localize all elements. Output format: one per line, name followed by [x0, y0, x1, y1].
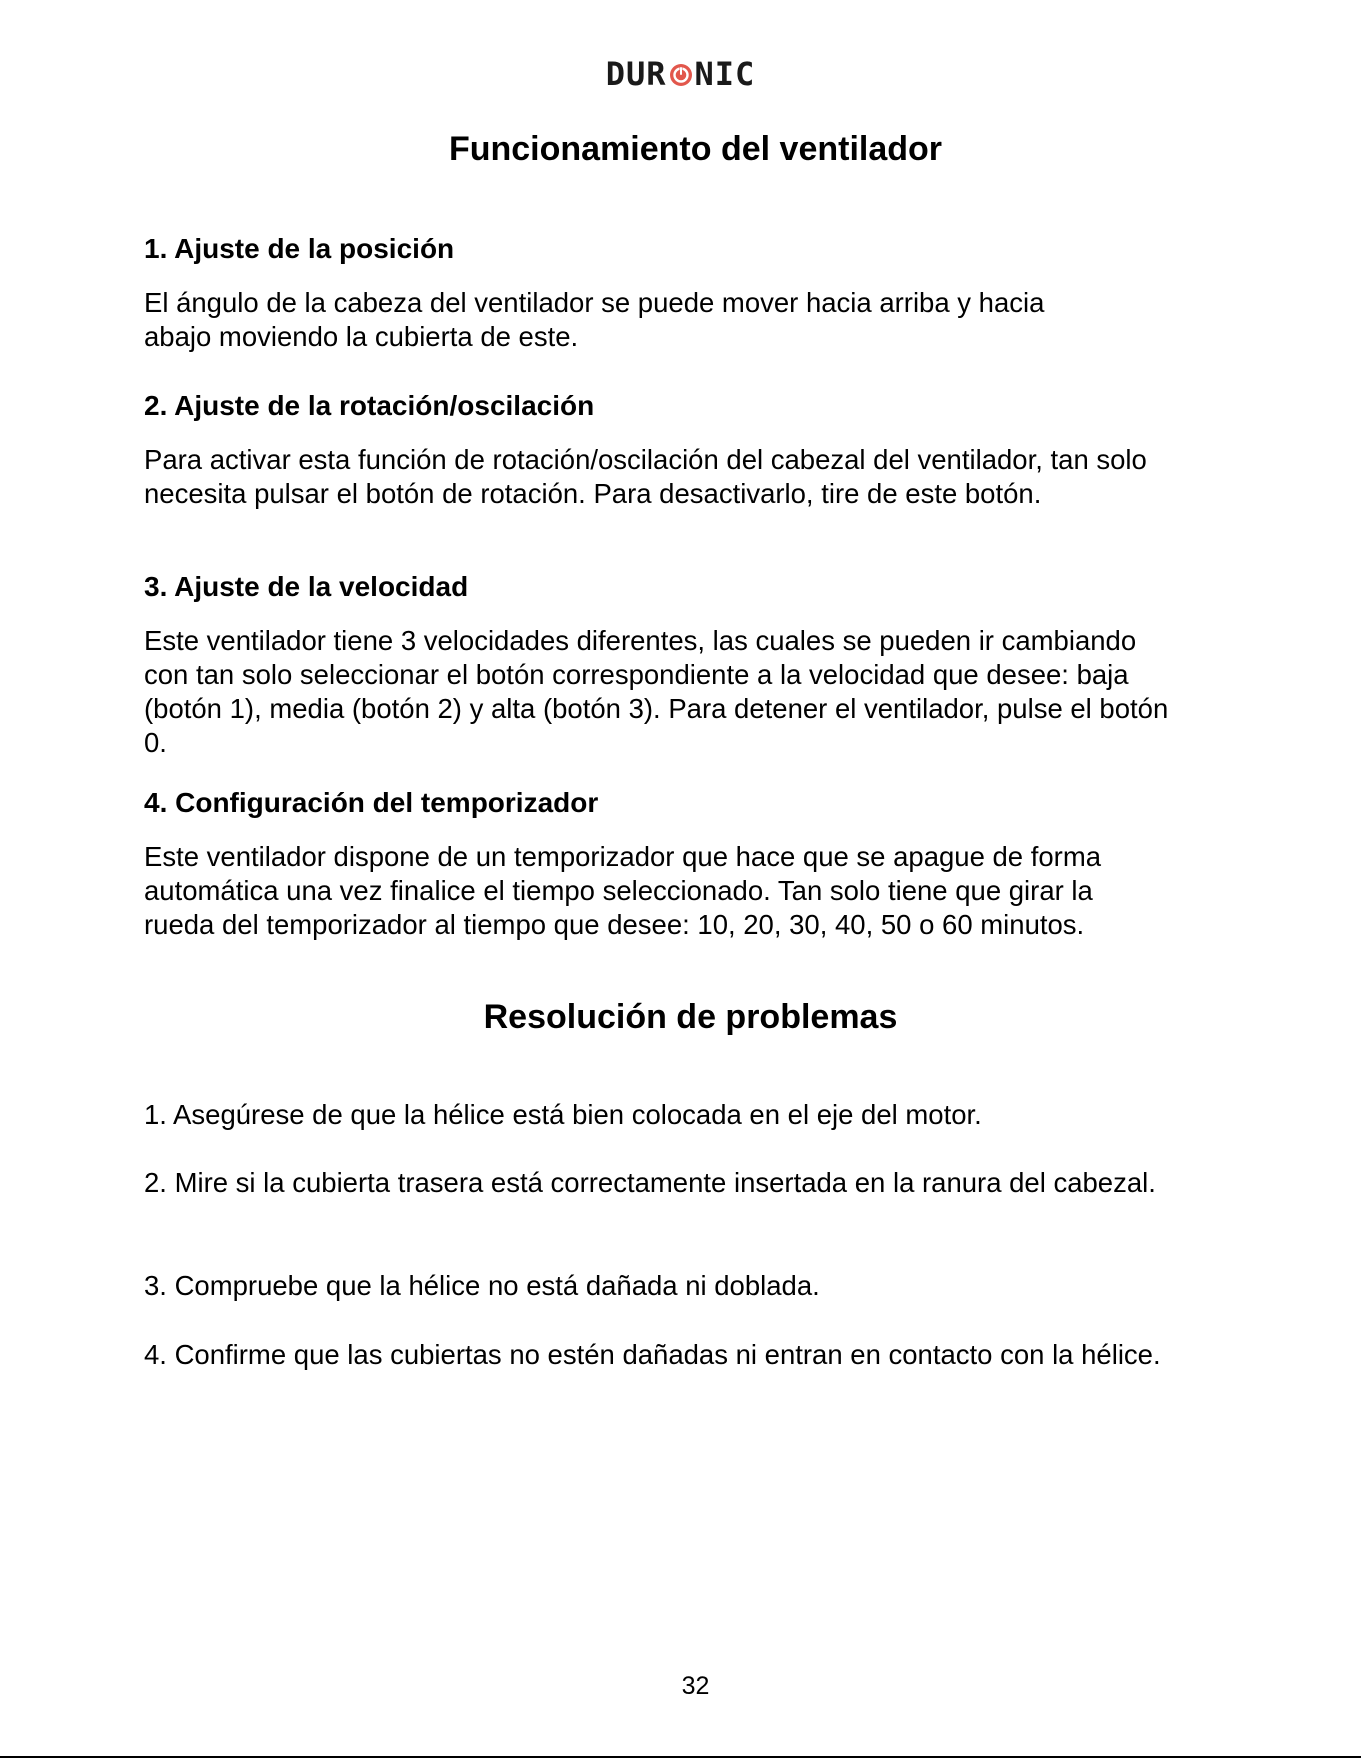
troubleshooting-item: 2. Mire si la cubierta trasera está correctamente insertada en la ranura del cabezal.: [144, 1167, 1156, 1198]
section-rotation: [144, 389, 1184, 511]
troubleshooting-item: 3. Compruebe que la hélice no está dañada ni doblada.: [144, 1270, 820, 1301]
page-title-operation: Funcionamiento del ventilador: [448, 130, 943, 168]
section-heading: 4. Configuración del temporizador: [144, 787, 599, 818]
duronic-logo: [0, 54, 1361, 94]
page-bottom-rule: [0, 1756, 1361, 1758]
power-icon: [669, 63, 693, 87]
section-body: El ángulo de la cabeza del ventilador se puede mover hacia arriba y hacia abajo moviendo la cubierta de este.: [144, 287, 1045, 352]
section-body: Para activar esta función de rotación/oscilación del cabezal del ventilador, tan solo necesita pulsar el botón de rotación. Para desactivarlo, tire de este botón.: [144, 444, 1147, 509]
logo-text-left: DUR: [605, 55, 667, 93]
section-speed: [144, 570, 1184, 760]
troubleshooting-item: 1. Asegúrese de que la hélice está bien colocada en el eje del motor.: [144, 1099, 982, 1130]
section-heading: 1. Ajuste de la posición: [144, 233, 455, 264]
section-body: Este ventilador tiene 3 velocidades diferentes, las cuales se pueden ir cambiando con tan solo seleccionar el botón correspondiente a la velocidad que desee: baja (botón 1), media (botón 2) y alta (botón 3). Para detener el ventilador, pulse el botón 0.: [144, 625, 1169, 758]
troubleshooting-item: 4. Confirme que las cubiertas no estén dañadas ni entran en contacto con la hélice.: [144, 1339, 1161, 1370]
page-title-troubleshooting: Resolución de problemas: [483, 998, 898, 1036]
logo-text-right: NIC: [694, 55, 756, 93]
page-number: 32: [681, 1672, 710, 1700]
section-body: Este ventilador dispone de un temporizador que hace que se apague de forma automática una vez finalice el tiempo seleccionado. Tan solo tiene que girar la rueda del temporizador al tiempo que desee: 10, 20, 30, 40, 50 o 60 minutos.: [144, 841, 1102, 940]
section-timer: [144, 786, 1184, 942]
section-heading: 2. Ajuste de la rotación/oscilación: [144, 390, 595, 421]
section-heading: 3. Ajuste de la velocidad: [144, 571, 469, 602]
section-position: [144, 232, 1184, 354]
